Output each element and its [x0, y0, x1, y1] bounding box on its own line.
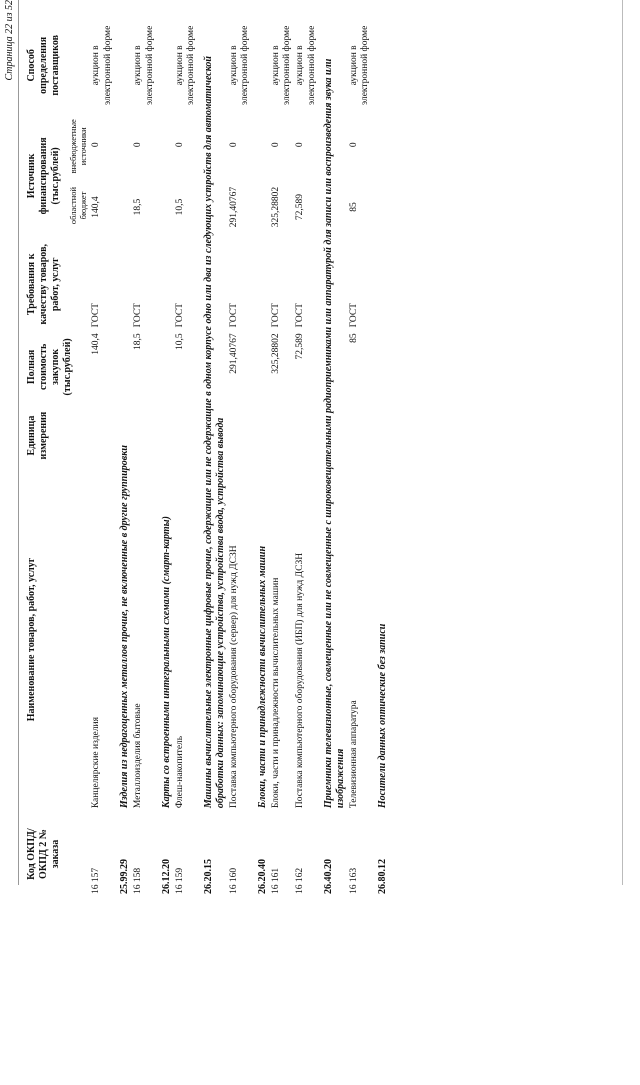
item-funding-extra: 0: [174, 142, 185, 148]
group-title: Карты со встроенными интегральными схемами (смарт-карты): [160, 516, 172, 809]
item-cost: 325,28802: [270, 333, 281, 374]
item-requirements: ГОСТ: [174, 303, 185, 328]
group-title: Машины вычислительные электронные цифровые прочие, содержащие или не содержащие в одном корпусе одно или два из следующих устройств для автоматической обработки данных: запоминающие устройства, устройства ввода, устройства вывода: [202, 56, 226, 809]
item-method: аукцион в электронной форме: [295, 25, 317, 105]
group-row: [199, 17, 228, 897]
item-requirements: ГОСТ: [91, 303, 102, 328]
order-prefix: 16: [174, 884, 185, 894]
item-cost: 72,589: [295, 333, 306, 360]
item-unit: [132, 403, 157, 467]
page-bottom-line: [622, 0, 623, 885]
table-row: [348, 17, 373, 897]
item-name: Металлоизделия бытовые: [133, 703, 144, 809]
item-funding-regional: 72,589: [295, 193, 306, 221]
group-row: [115, 17, 132, 897]
order-number-cell: [174, 811, 199, 897]
item-name: Телевизионная аппаратура: [349, 700, 360, 809]
order-prefix: 16: [349, 884, 360, 894]
group-row: [157, 17, 174, 897]
order-number-cell: [294, 811, 319, 897]
item-name: Поставка компьютерного оборудования (сервер) для нужд ДСЗН: [228, 545, 239, 809]
item-unit: [174, 403, 199, 467]
order-number-cell: [228, 811, 253, 897]
group-row: [319, 17, 348, 897]
item-name: Поставка компьютерного оборудования (ИБП) для нужд ДСЗН: [295, 552, 306, 809]
item-unit: [348, 403, 373, 467]
item-funding-extra: 0: [228, 142, 239, 148]
order-number-cell: [90, 811, 115, 897]
item-requirements: ГОСТ: [349, 303, 360, 328]
order-number-cell: [132, 811, 157, 897]
item-name: Канцелярские изделия: [91, 717, 102, 809]
header-funding-title: Источник финансирования (тыс.рублей): [26, 137, 61, 215]
item-funding-regional: 10,5: [174, 198, 185, 216]
table-header: [24, 17, 90, 897]
header-unit: Единица измерения: [26, 411, 49, 460]
page-edge-line: [18, 0, 19, 885]
group-row: [253, 17, 270, 897]
item-funding-extra: 0: [295, 142, 306, 148]
order-prefix: 16: [228, 884, 239, 894]
item-funding-extra: 0: [91, 142, 102, 148]
header-funding-extra: внебюджетные источники: [68, 119, 89, 174]
table-row: [294, 17, 319, 897]
item-unit: [294, 403, 319, 467]
item-cost: 291,40767: [228, 333, 239, 374]
order-number: 157: [91, 867, 102, 883]
order-number-cell: [270, 811, 295, 897]
order-number: 158: [133, 867, 144, 883]
order-number: 161: [270, 867, 281, 883]
group-title: Блоки, части и принадлежности вычислительных машин: [256, 545, 268, 809]
group-code: 26.12.20: [160, 859, 172, 894]
order-prefix: 16: [133, 884, 144, 894]
order-prefix: 16: [270, 884, 281, 894]
item-funding-regional: 140,4: [91, 196, 102, 218]
order-number: 163: [349, 867, 360, 883]
item-funding-regional: 85: [349, 202, 360, 212]
item-funding-regional: 291,40767: [228, 186, 239, 228]
header-requirements: Требования к качеству товаров, работ, услуг: [26, 244, 61, 325]
item-cost: 85: [349, 333, 360, 343]
procurement-table: [24, 17, 390, 897]
group-code: 26.20.40: [256, 859, 268, 894]
item-requirements: ГОСТ: [295, 303, 306, 328]
item-cost: 140,4: [91, 333, 102, 355]
item-method: аукцион в электронной форме: [270, 25, 292, 105]
group-code: 25.99.29: [119, 859, 131, 894]
item-funding-extra: 0: [349, 142, 360, 148]
order-number: 162: [295, 867, 306, 883]
item-funding-extra: 0: [133, 142, 144, 148]
item-name: Флеш-накопитель: [174, 735, 185, 809]
item-unit: [90, 403, 115, 467]
group-code: 26.40.20: [323, 859, 335, 894]
order-number: 160: [228, 867, 239, 883]
header-code: Код ОКПД/ ОКПД 2 № заказа: [26, 828, 61, 880]
header-funding: [24, 114, 90, 238]
item-cost: 10,5: [174, 333, 185, 351]
item-requirements: ГОСТ: [270, 303, 281, 328]
group-title: Носители данных оптические без записи: [376, 623, 388, 809]
table-row: [270, 17, 295, 897]
table-body: [90, 17, 389, 897]
item-name: Блоки, части и принадлежности вычислительных машин: [270, 577, 281, 809]
item-method: аукцион в электронной форме: [228, 25, 251, 105]
header-method: Способ определения поставщиков: [26, 35, 61, 96]
order-number-cell: [348, 811, 373, 897]
group-title: Приемники телевизионные, совмещенные или не совмещенные с широковещательными радиоприемниками или аппаратурой для записи или воспроизведения звука или изображения: [323, 58, 347, 809]
group-code: 26.80.12: [376, 859, 388, 894]
table-row: [90, 17, 115, 897]
item-funding-regional: 18,5: [133, 198, 144, 216]
item-funding-extra: 0: [270, 142, 281, 148]
item-method: аукцион в электронной форме: [133, 25, 155, 105]
group-code: 26.20.15: [202, 859, 214, 894]
group-title: Изделия из недрагоценных металлов прочие, не включенные в другие группировки: [119, 445, 131, 809]
item-method: аукцион в электронной форме: [174, 25, 197, 105]
item-requirements: ГОСТ: [228, 303, 239, 328]
item-unit: [270, 403, 295, 467]
header-name: Наименование товаров, работ, услуг: [26, 557, 37, 722]
table-row: [174, 17, 199, 897]
table-row: [228, 17, 253, 897]
page-number: Страница 22 из 52: [4, 0, 15, 81]
item-method: аукцион в электронной форме: [91, 25, 113, 105]
item-requirements: ГОСТ: [133, 303, 144, 328]
order-prefix: 16: [91, 884, 102, 894]
item-method: аукцион в электронной форме: [349, 25, 371, 105]
item-funding-regional: 325,28802: [270, 186, 281, 228]
item-cost: 18,5: [133, 333, 144, 351]
header-cost: Полная стоимость закупок (тыс.рублей): [26, 338, 73, 396]
item-unit: [228, 403, 253, 467]
header-funding-regional: областной бюджет: [68, 186, 89, 225]
order-prefix: 16: [295, 884, 306, 894]
table-row: [132, 17, 157, 897]
group-row: [373, 17, 390, 897]
order-number: 159: [174, 867, 185, 883]
